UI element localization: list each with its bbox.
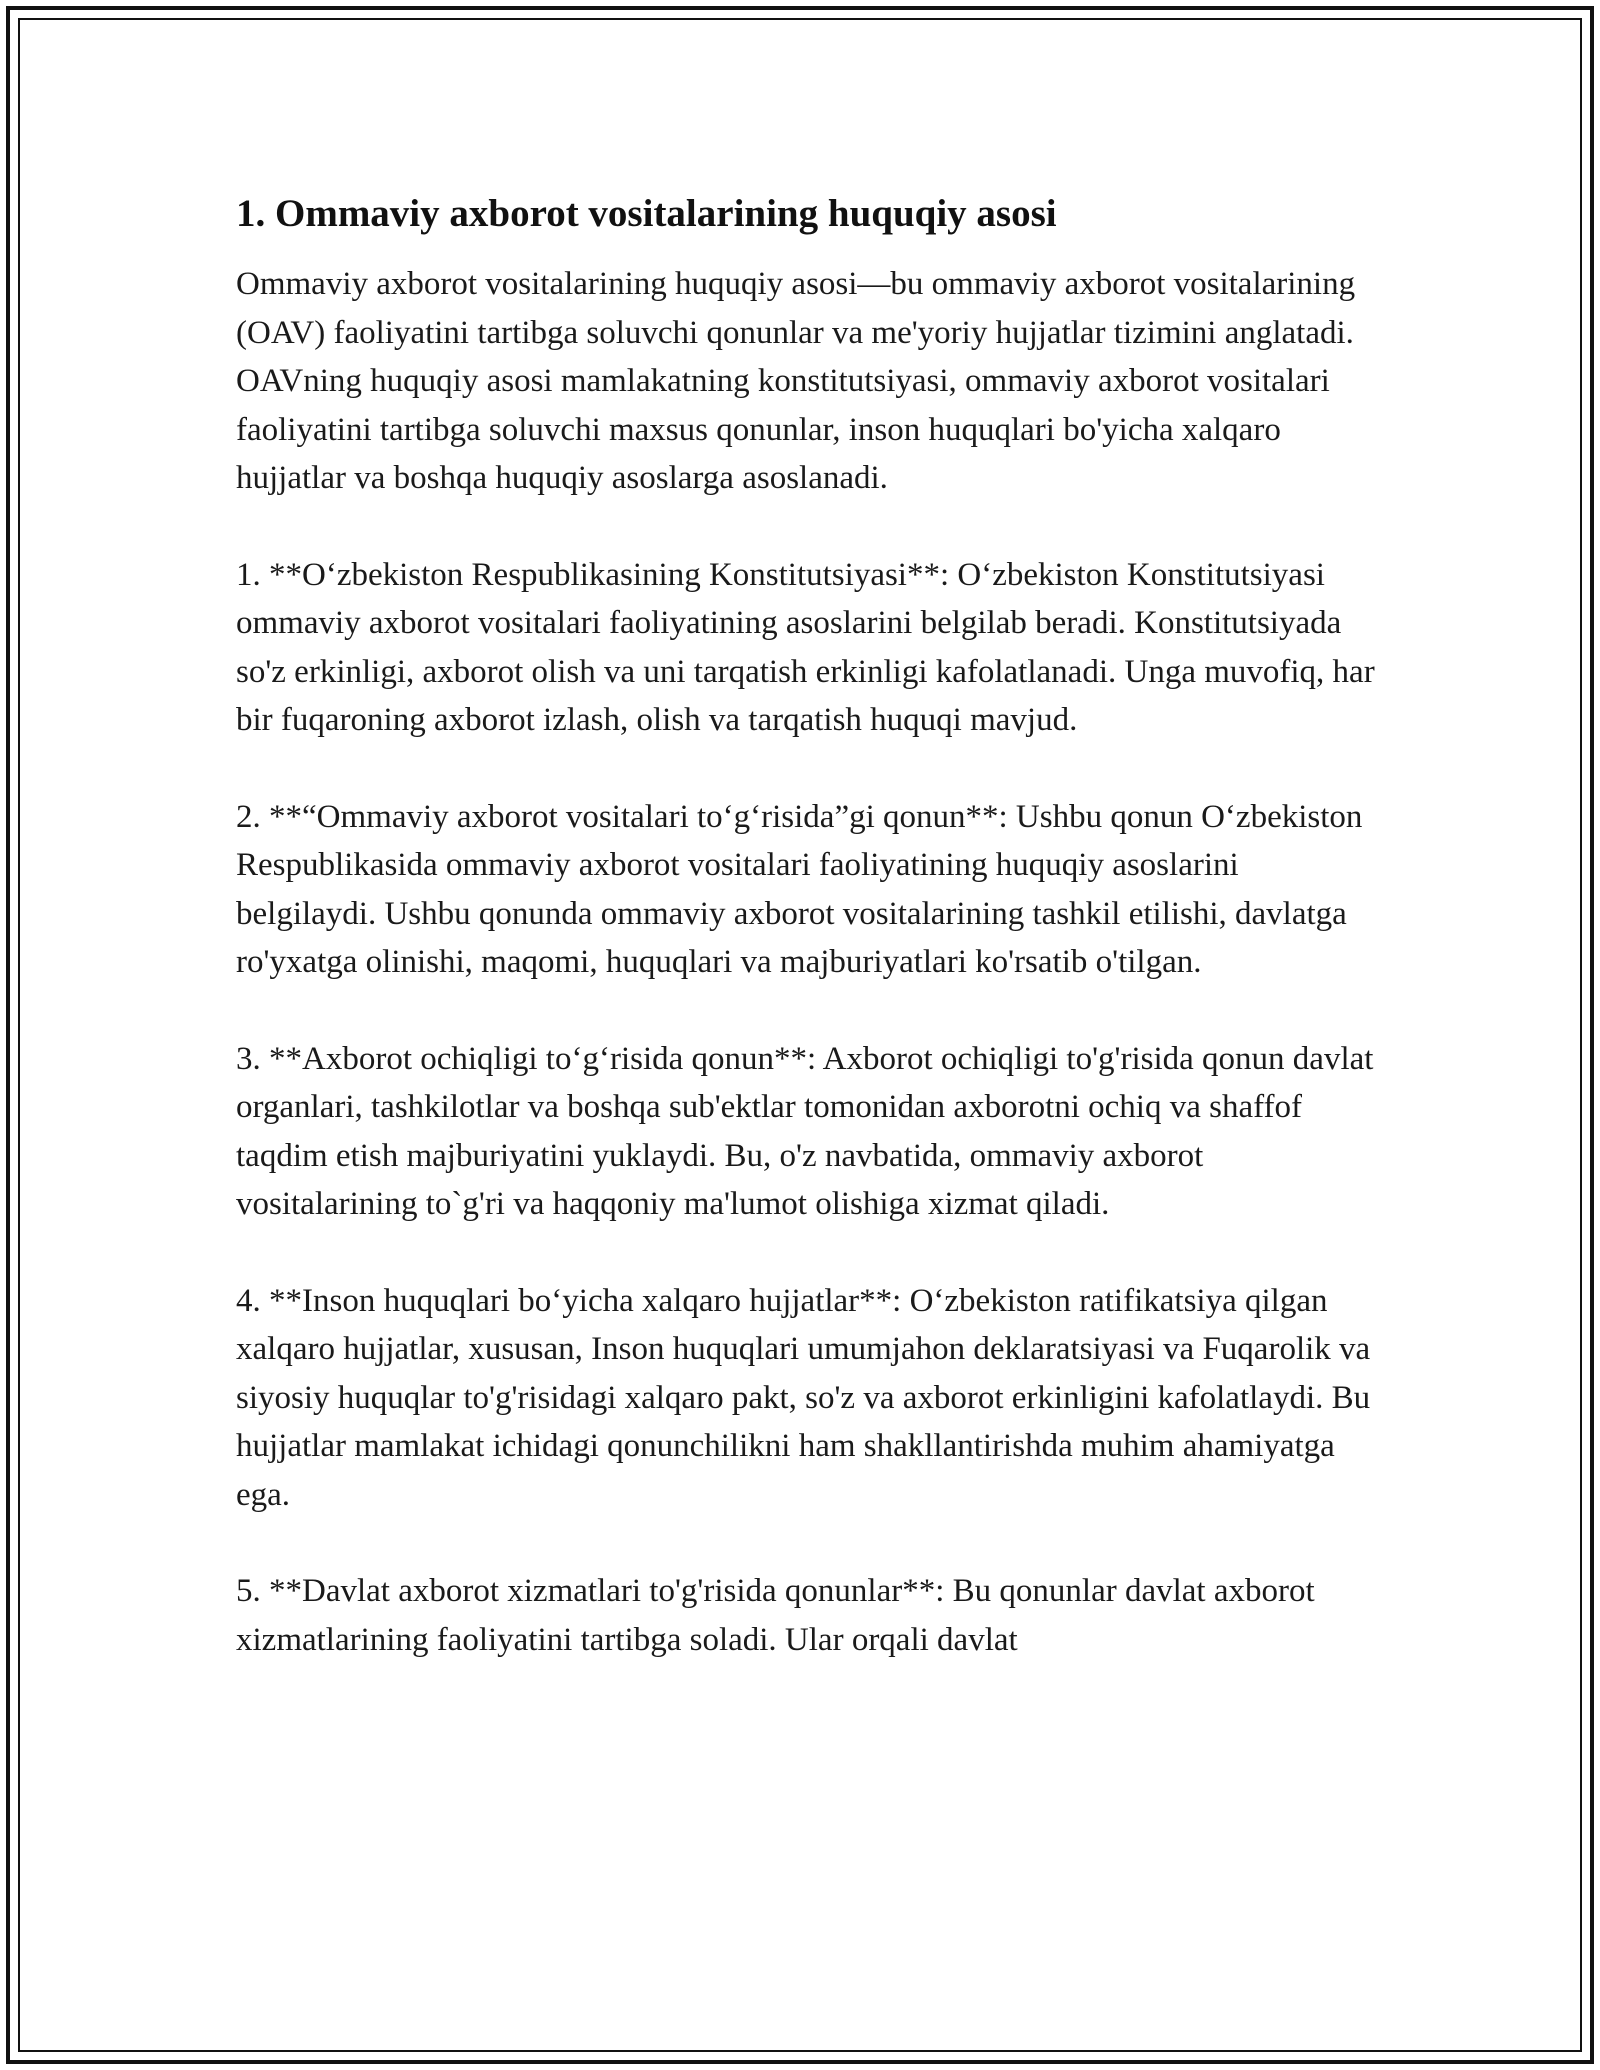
list-item-international-documents: 4. **Inson huquqlari boʻyicha xalqaro hujjatlar**: Oʻzbekiston ratifikatsiya qilgan xalqaro hujjatlar, xususan, Inson huquqlari umumjahon deklaratsiyasi va Fuqarolik va siyosiy huquqlar to'g'risidagi xalqaro pakt, so'z va axborot erkinligini kafolatlaydi. Bu hujjatlar mamlakat ichidagi qonunchilikni ham shakllantirishda muhim ahamiyatga ega. [236,1282,1371,1513]
list-item-media-law: 2. **“Ommaviy axborot vositalari toʻgʻrisida”gi qonun**: Ushbu qonun Oʻzbekiston Respublikasida ommaviy axborot vositalari faoliyatining huquqiy asoslarini belgilaydi. Ushbu qonunda ommaviy axborot vositalarining tashkil etilishi, davlatga ro'yxatga olinishi, maqomi, huquqlari va majburiyatlari ko'rsatib o'tilgan. [236,798,1363,980]
intro-paragraph: Ommaviy axborot vositalarining huquqiy asosi—bu ommaviy axborot vositalarining (OAV) faoliyatini tartibga soluvchi qonunlar va me'yoriy hujjatlar tizimini anglatadi. OAVning huquqiy asosi mamlakatning konstitutsiyasi, ommaviy axborot vositalari faoliyatini tartibga soluvchi maxsus qonunlar, inson huquqlari bo'yicha xalqaro hujjatlar va boshqa huquqiy asoslarga asoslanadi. [236,266,1356,496]
list-item-openness-law: 3. **Axborot ochiqligi toʻgʻrisida qonun**: Axborot ochiqligi to'g'risida qonun davlat organlari, tashkilotlar va boshqa sub'ektlar tomonidan axborotni ochiq va shaffof taqdim etish majburiyatini yuklaydi. Bu, o'z navbatida, ommaviy axborot vositalarining to`g'ri va haqqoniy ma'lumot olishiga xizmat qiladi. [236,1040,1374,1222]
document-body [236,186,1376,1712]
list-item-constitution: 1. **Oʻzbekiston Respublikasining Konstitutsiyasi**: Oʻzbekiston Konstitutsiyasi ommaviy axborot vositalari faoliyatining asoslarini belgilab beradi. Konstitutsiyada so'z erkinligi, axborot olish va uni tarqatish erkinligi kafolatlanadi. Unga muvofiq, har bir fuqaroning axborot izlash, olish va tarqatish huquqi mavjud. [236,556,1375,738]
section-title: 1. Ommaviy axborot vositalarining huquqiy asosi [236,192,1057,235]
list-item-state-information-services: 5. **Davlat axborot xizmatlari to'g'risida qonunlar**: Bu qonunlar davlat axborot xizmatlarining faoliyatini tartibga soladi. Ular orqali davlat [236,1573,1315,1658]
